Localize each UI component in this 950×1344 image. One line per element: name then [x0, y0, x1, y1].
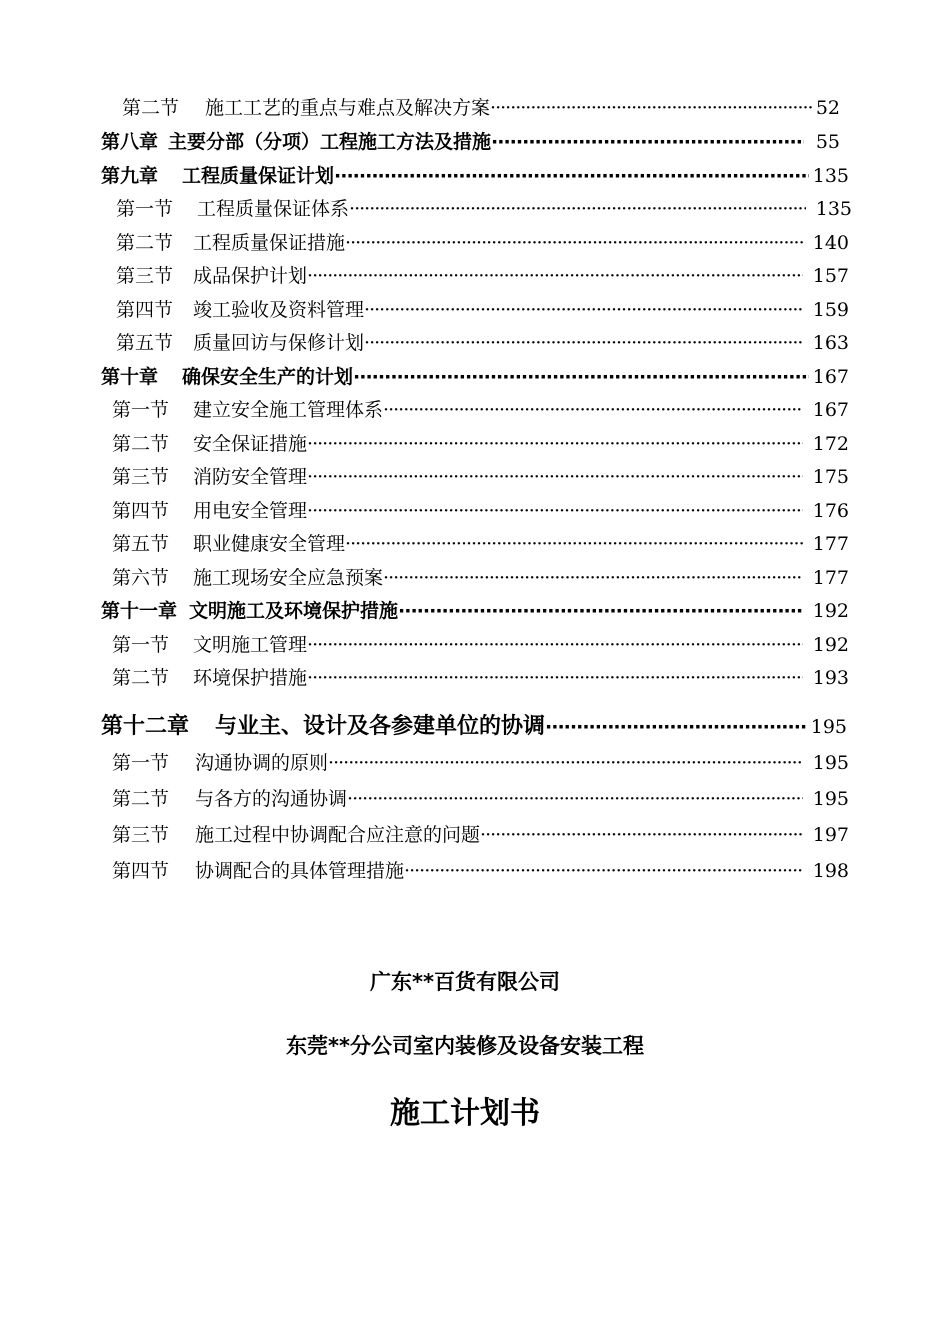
toc-title: 沟通协调的原则 — [195, 752, 329, 774]
toc-title: 工程质量保证措施 — [193, 232, 346, 254]
toc-label: 第六节 — [112, 567, 170, 589]
toc-label: 第一节 — [112, 634, 170, 656]
toc-label: 第五节 — [116, 332, 174, 354]
toc-label: 第四节 — [116, 299, 174, 321]
toc-entry — [112, 529, 849, 559]
toc-leader — [490, 93, 812, 123]
toc-entry — [112, 630, 849, 660]
toc-label: 第四节 — [112, 500, 170, 522]
toc-leader — [307, 630, 803, 660]
toc-entry — [101, 161, 849, 191]
toc-entry — [112, 820, 849, 850]
document-title: 施工计划书 — [390, 1096, 540, 1131]
toc-title: 文明施工管理 — [193, 634, 308, 656]
toc-entry — [116, 194, 852, 224]
toc-entry — [101, 596, 849, 626]
toc-page: 192 — [812, 634, 849, 656]
toc-leader — [383, 563, 803, 593]
toc-page: 176 — [812, 500, 849, 522]
toc-page: 193 — [812, 667, 849, 689]
toc-entry — [112, 563, 849, 593]
toc-title: 施工工艺的重点与难点及解决方案 — [205, 97, 491, 119]
toc-page: 52 — [815, 97, 840, 119]
toc-leader — [364, 295, 803, 325]
toc-title: 环境保护措施 — [193, 667, 308, 689]
toc-label: 第二节 — [116, 232, 174, 254]
toc-leader — [307, 663, 803, 693]
toc-leader — [334, 161, 809, 191]
toc-label: 第九章 — [101, 165, 159, 187]
toc-entry — [112, 856, 849, 886]
toc-leader — [347, 784, 803, 814]
toc-entry — [116, 328, 849, 358]
toc-page: 195 — [812, 788, 849, 810]
toc-page: 157 — [812, 265, 849, 287]
toc-page: 195 — [812, 752, 849, 774]
toc-title: 建立安全施工管理体系 — [193, 399, 384, 421]
toc-label: 第三节 — [116, 265, 174, 287]
toc-page: 197 — [812, 824, 849, 846]
toc-entry — [101, 362, 849, 392]
toc-entry — [116, 228, 849, 258]
toc-page: 167 — [812, 399, 849, 421]
toc-leader — [398, 596, 803, 626]
toc-leader — [404, 856, 803, 886]
toc-leader — [353, 362, 809, 392]
toc-leader — [307, 496, 803, 526]
toc-label: 第三节 — [112, 824, 170, 846]
toc-entry — [112, 496, 849, 526]
toc-page: 167 — [812, 366, 849, 388]
toc-title: 职业健康安全管理 — [193, 533, 346, 555]
toc-page: 177 — [812, 567, 849, 589]
toc-label: 第五节 — [112, 533, 170, 555]
toc-label: 第一节 — [112, 399, 170, 421]
toc-label: 第二节 — [122, 97, 180, 119]
toc-title: 质量回访与保修计划 — [193, 332, 365, 354]
toc-title: 与业主、设计及各参建单位的协调 — [215, 714, 546, 739]
toc-title: 施工过程中协调配合应注意的问题 — [195, 824, 481, 846]
toc-title: 确保安全生产的计划 — [182, 366, 354, 388]
toc-page: 135 — [815, 198, 852, 220]
toc-title: 主要分部（分项）工程施工方法及措施 — [168, 131, 492, 153]
toc-page: 159 — [812, 299, 849, 321]
toc-label: 第十二章 — [101, 714, 190, 739]
toc-entry — [112, 395, 849, 425]
toc-entry — [116, 295, 849, 325]
toc-label: 第十一章 — [101, 600, 178, 622]
toc-title: 协调配合的具体管理措施 — [195, 860, 405, 882]
toc-entry — [112, 462, 849, 492]
toc-leader — [383, 395, 803, 425]
toc-leader — [328, 748, 803, 778]
toc-title: 成品保护计划 — [193, 265, 308, 287]
toc-page: 140 — [812, 232, 849, 254]
toc-leader — [345, 228, 803, 258]
toc-page: 135 — [812, 165, 849, 187]
toc-leader — [345, 529, 803, 559]
toc-page: 195 — [810, 716, 847, 738]
toc-title: 工程质量保证体系 — [197, 198, 350, 220]
toc-entry — [112, 429, 849, 459]
toc-entry — [112, 748, 849, 778]
toc-title: 文明施工及环境保护措施 — [189, 600, 399, 622]
toc-page: 163 — [812, 332, 849, 354]
toc-label: 第二节 — [112, 433, 170, 455]
toc-entry — [112, 663, 849, 693]
toc-entry — [122, 93, 840, 123]
toc-label: 第十章 — [101, 366, 159, 388]
toc-leader — [307, 261, 803, 291]
toc-page: 198 — [812, 860, 849, 882]
toc-entry — [116, 261, 849, 291]
project-name: 东莞**分公司室内装修及设备安装工程 — [286, 1034, 644, 1058]
toc-leader — [307, 429, 803, 459]
toc-label: 第二节 — [112, 667, 170, 689]
toc-leader — [545, 710, 807, 744]
toc-leader — [349, 194, 806, 224]
company-name: 广东**百货有限公司 — [370, 970, 560, 994]
toc-title: 施工现场安全应急预案 — [193, 567, 384, 589]
toc-page: 177 — [812, 533, 849, 555]
toc-page: 172 — [812, 433, 849, 455]
toc-leader — [364, 328, 803, 358]
toc-page: 175 — [812, 466, 849, 488]
toc-title: 消防安全管理 — [193, 466, 308, 488]
toc-title: 用电安全管理 — [193, 500, 308, 522]
toc-label: 第八章 — [101, 131, 159, 153]
toc-title: 与各方的沟通协调 — [195, 788, 348, 810]
toc-label: 第一节 — [116, 198, 174, 220]
toc-page: 192 — [812, 600, 849, 622]
toc-entry — [101, 710, 847, 744]
toc-title: 竣工验收及资料管理 — [193, 299, 365, 321]
toc-title: 工程质量保证计划 — [182, 165, 335, 187]
toc-entry — [112, 784, 849, 814]
toc-title: 安全保证措施 — [193, 433, 308, 455]
toc-label: 第二节 — [112, 788, 170, 810]
toc-label: 第四节 — [112, 860, 170, 882]
toc-leader — [491, 127, 804, 157]
toc-leader — [307, 462, 803, 492]
toc-leader — [480, 820, 803, 850]
toc-entry — [101, 127, 840, 157]
toc-label: 第一节 — [112, 752, 170, 774]
toc-page: 55 — [815, 131, 840, 153]
toc-label: 第三节 — [112, 466, 170, 488]
